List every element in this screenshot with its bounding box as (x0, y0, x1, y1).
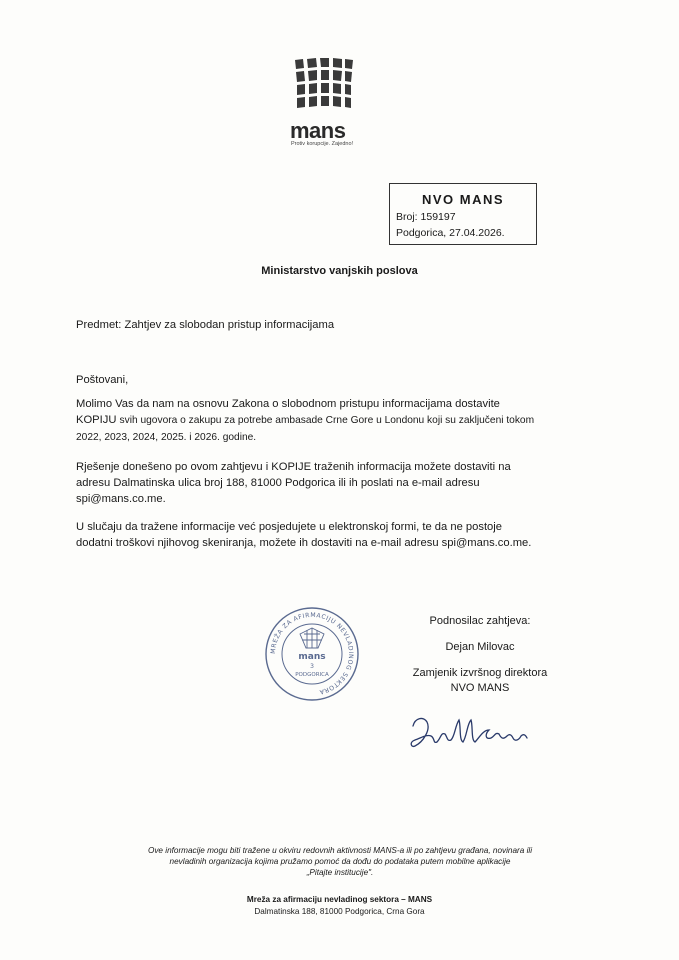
paragraph-3-line-1: U slučaju da tražene informacije već posjedujete u elektronskoj formi, te da ne postoje (76, 521, 502, 533)
paragraph-1-line-1: Molimo Vas da nam na osnovu Zakona o slobodnom pristupu informacijama dostavite (76, 398, 500, 410)
registry-number-row (396, 211, 456, 223)
paragraph-1-bold: KOPIJU (76, 414, 117, 426)
logo-tagline: Protiv korupcije. Zajedno! (291, 141, 354, 147)
paragraph-2-line-1: Rješenje donešeno po ovom zahtjevu i KOPIJE traženih informacija možete dostaviti na (76, 461, 511, 473)
logo-wordmark: mans (290, 118, 346, 143)
paragraph-2-line-2: adresu Dalmatinska ulica broj 188, 81000 Podgorica ili ih poslati na e-mail adresu (76, 477, 480, 489)
registry-org: NVO MANS (421, 192, 505, 207)
greeting: Poštovani, (76, 374, 129, 386)
handwritten-signature-icon (405, 712, 535, 752)
signatory-label: Podnosilac zahtjeva: (429, 615, 531, 627)
stamp-city: PODGORICA (295, 672, 329, 678)
paragraph-1-line-3: 2022, 2023, 2024, 2025. i 2026. godine. (76, 432, 257, 443)
recipient: Ministarstvo vanjskih poslova (261, 265, 418, 277)
paragraph-1-line-2 (76, 413, 534, 429)
signatory-name: Dejan Milovac (445, 641, 515, 653)
registry-box (389, 183, 537, 245)
footer-org: Mreža za afirmaciju nevladinog sektora – MANS (246, 895, 433, 904)
stamp-number: 3 (310, 663, 314, 670)
paragraph-2-line-3: spi@mans.co.me. (76, 493, 166, 505)
subject: Predmet: Zahtjev za slobodan pristup informacijama (76, 319, 335, 331)
stamp-ring-text: MREŽA ZA AFIRMACIJU NEVLADINOG SEKTORA (269, 611, 355, 696)
registry-number: 159197 (420, 211, 456, 223)
mans-logo-icon (291, 56, 355, 120)
official-stamp-icon (262, 604, 362, 704)
signatory-title: Zamjenik izvršnog direktora (412, 667, 548, 679)
footer-note-line-1: Ove informacije mogu biti tražene u okviru redovnih aktivnosti MANS-a ili po zahtjevu građana, novinara ili (147, 846, 533, 855)
registry-number-label: Broj: (396, 211, 418, 223)
registry-place-date: Podgorica, 27.04.2026. (396, 227, 505, 239)
footer-address: Dalmatinska 188, 81000 Podgorica, Crna Gora (254, 907, 425, 916)
signatory-org: NVO MANS (450, 682, 510, 694)
footer-note-line-2: nevladinih organizacija kojima pružamo pomoć da dođu do podataka putem mobilne aplikacije (169, 857, 511, 866)
footer-note-line-3: „Pitajte institucije". (306, 868, 374, 877)
paragraph-3-line-2: dodatni troškovi njihovog skeniranja, možete ih dostaviti na e-mail adresu spi@mans.co.me. (76, 537, 532, 549)
stamp-center-text: mans (298, 652, 326, 662)
paragraph-1-line-2-rest: svih ugovora o zakupu za potrebe ambasade Crne Gore u Londonu koji su zaključeni tokom (119, 415, 535, 426)
